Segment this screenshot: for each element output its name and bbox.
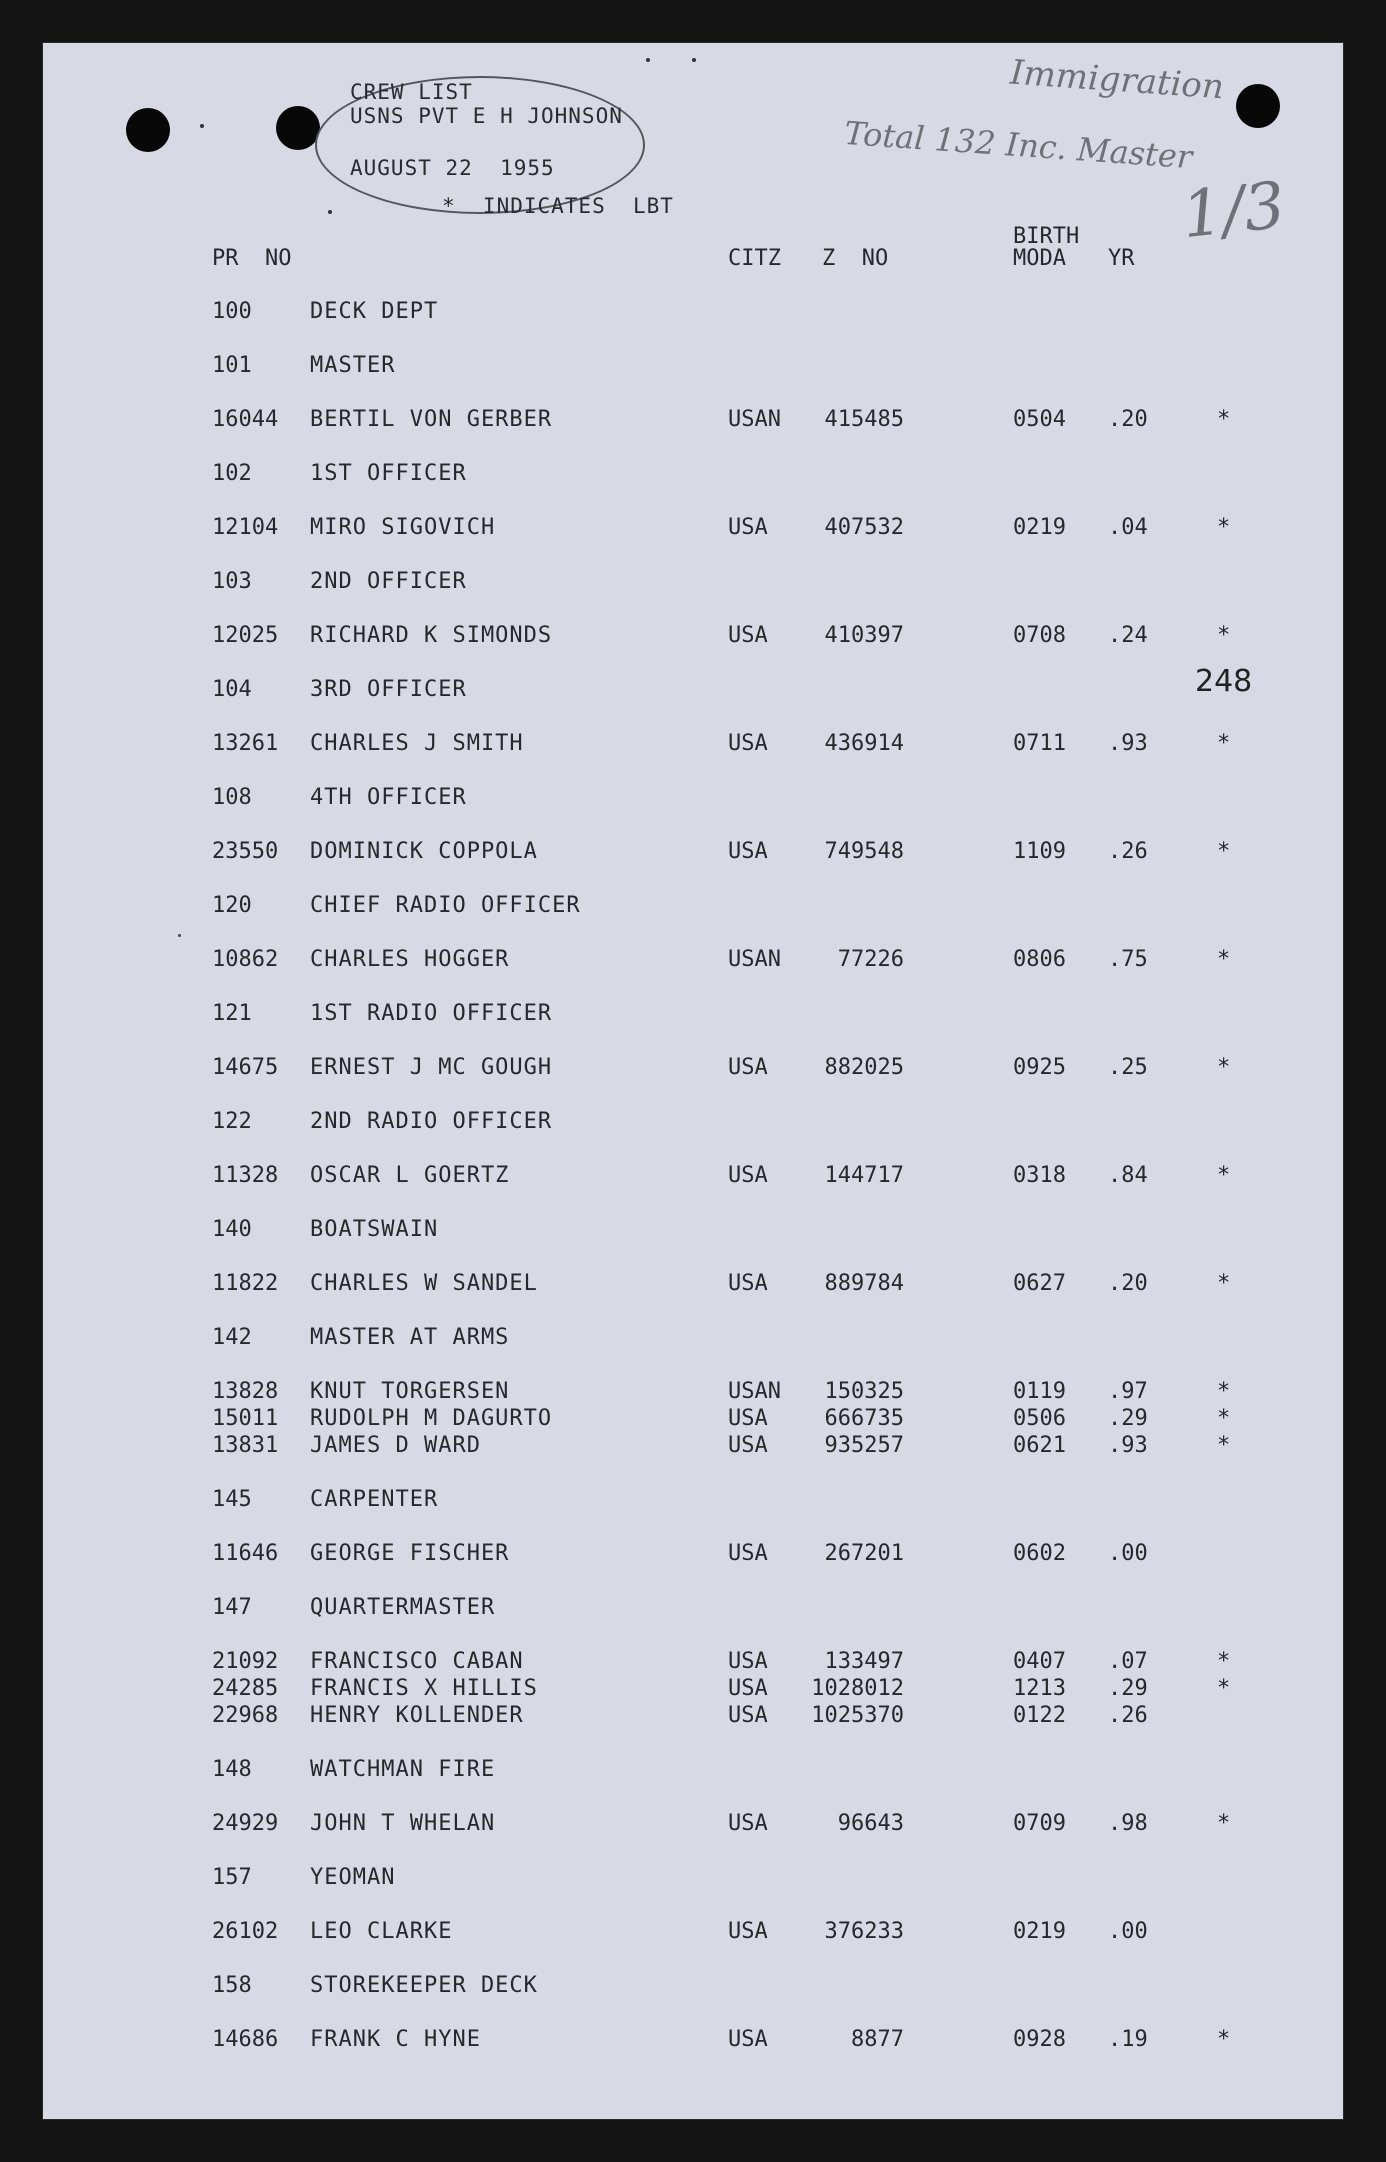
row-citizenship: USAN (728, 1379, 781, 1404)
row-birth-moda: 1109 (1013, 839, 1066, 864)
row-lbt-mark: * (1217, 407, 1231, 432)
row-lbt-mark: * (1217, 1406, 1231, 1431)
row-number: 24285 (212, 1676, 279, 1701)
speck (178, 934, 181, 937)
row-description: GEORGE FISCHER (310, 1541, 510, 1566)
row-z-number: 96643 (837, 1811, 904, 1836)
row-citizenship: USAN (728, 947, 781, 972)
row-z-number: 144717 (824, 1163, 904, 1188)
row-birth-yr: .98 (1108, 1811, 1148, 1836)
row-description: BOATSWAIN (310, 1217, 439, 1242)
row-citizenship: USA (728, 1055, 768, 1080)
row-number: 120 (212, 893, 252, 918)
row-citizenship: USA (728, 1649, 768, 1674)
row-description: 4TH OFFICER (310, 785, 467, 810)
row-birth-moda: 0602 (1013, 1541, 1066, 1566)
row-description: CARPENTER (310, 1487, 439, 1512)
speck (692, 58, 696, 62)
row-description: KNUT TORGERSEN (310, 1379, 510, 1404)
row-birth-moda: 0925 (1013, 1055, 1066, 1080)
row-number: 12025 (212, 623, 279, 648)
header-line2: USNS PVT E H JOHNSON (350, 104, 623, 128)
row-birth-yr: .29 (1108, 1676, 1148, 1701)
row-number: 142 (212, 1325, 252, 1350)
row-lbt-mark: * (1217, 1379, 1231, 1404)
row-citizenship: USA (728, 731, 768, 756)
row-number: 122 (212, 1109, 252, 1134)
row-lbt-mark: * (1217, 1055, 1231, 1080)
row-description: FRANK C HYNE (310, 2027, 481, 2052)
row-birth-yr: .20 (1108, 1271, 1148, 1296)
row-number: 157 (212, 1865, 252, 1890)
row-birth-moda: 0621 (1013, 1433, 1066, 1458)
row-birth-moda: 0928 (1013, 2027, 1066, 2052)
row-citizenship: USA (728, 839, 768, 864)
column-header-z-no: Z NO (822, 246, 889, 271)
row-description: RICHARD K SIMONDS (310, 623, 553, 648)
row-birth-moda: 0219 (1013, 1919, 1066, 1944)
punch-hole (1236, 84, 1280, 128)
row-number: 21092 (212, 1649, 279, 1674)
row-citizenship: USA (728, 1541, 768, 1566)
row-birth-yr: .97 (1108, 1379, 1148, 1404)
row-lbt-mark: * (1217, 1649, 1231, 1674)
speck (646, 58, 650, 62)
row-description: CHARLES W SANDEL (310, 1271, 538, 1296)
row-birth-yr: .75 (1108, 947, 1148, 972)
row-lbt-mark: * (1217, 1271, 1231, 1296)
row-birth-yr: .93 (1108, 731, 1148, 756)
row-birth-yr: .26 (1108, 1703, 1148, 1728)
row-description: BERTIL VON GERBER (310, 407, 553, 432)
row-z-number: 1028012 (811, 1676, 904, 1701)
row-number: 101 (212, 353, 252, 378)
row-description: JOHN T WHELAN (310, 1811, 496, 1836)
row-citizenship: USA (728, 2027, 768, 2052)
row-number: 158 (212, 1973, 252, 1998)
row-lbt-mark: * (1217, 623, 1231, 648)
row-birth-yr: .24 (1108, 623, 1148, 648)
row-birth-yr: .29 (1108, 1406, 1148, 1431)
row-birth-moda: 0806 (1013, 947, 1066, 972)
row-lbt-mark: * (1217, 515, 1231, 540)
row-description: 2ND OFFICER (310, 569, 467, 594)
row-number: 102 (212, 461, 252, 486)
row-number: 14675 (212, 1055, 279, 1080)
row-birth-yr: .00 (1108, 1541, 1148, 1566)
row-z-number: 133497 (824, 1649, 904, 1674)
row-birth-yr: .25 (1108, 1055, 1148, 1080)
row-description: FRANCIS X HILLIS (310, 1676, 538, 1701)
row-z-number: 376233 (824, 1919, 904, 1944)
row-number: 12104 (212, 515, 279, 540)
row-description: OSCAR L GOERTZ (310, 1163, 510, 1188)
column-header-citz: CITZ (728, 246, 781, 271)
row-number: 13828 (212, 1379, 279, 1404)
row-number: 14686 (212, 2027, 279, 2052)
row-birth-moda: 0318 (1013, 1163, 1066, 1188)
row-birth-moda: 0407 (1013, 1649, 1066, 1674)
row-description: STOREKEEPER DECK (310, 1973, 538, 1998)
row-citizenship: USAN (728, 407, 781, 432)
row-description: 3RD OFFICER (310, 677, 467, 702)
row-birth-yr: .19 (1108, 2027, 1148, 2052)
row-description: MASTER AT ARMS (310, 1325, 510, 1350)
row-number: 121 (212, 1001, 252, 1026)
speck (328, 210, 332, 214)
row-description: 2ND RADIO OFFICER (310, 1109, 553, 1134)
row-lbt-mark: * (1217, 839, 1231, 864)
row-number: 22968 (212, 1703, 279, 1728)
row-number: 15011 (212, 1406, 279, 1431)
handwritten-fraction: 1/3 (1178, 168, 1289, 254)
row-lbt-mark: * (1217, 731, 1231, 756)
row-birth-yr: .00 (1108, 1919, 1148, 1944)
row-birth-moda: 0627 (1013, 1271, 1066, 1296)
row-description: QUARTERMASTER (310, 1595, 496, 1620)
row-description: DOMINICK COPPOLA (310, 839, 538, 864)
handwritten-note: Immigration (1008, 52, 1226, 108)
row-citizenship: USA (728, 1271, 768, 1296)
row-lbt-mark: * (1217, 947, 1231, 972)
row-birth-yr: .26 (1108, 839, 1148, 864)
header-date: AUGUST 22 1955 (350, 156, 555, 180)
row-citizenship: USA (728, 1919, 768, 1944)
row-number: 26102 (212, 1919, 279, 1944)
column-header-birth: BIRTH (1013, 224, 1080, 249)
document-page (42, 42, 1344, 2120)
row-birth-moda: 0122 (1013, 1703, 1066, 1728)
row-citizenship: USA (728, 1703, 768, 1728)
row-number: 108 (212, 785, 252, 810)
row-birth-yr: .93 (1108, 1433, 1148, 1458)
row-number: 24929 (212, 1811, 279, 1836)
column-header-moda: MODA (1013, 246, 1066, 271)
row-citizenship: USA (728, 1163, 768, 1188)
row-birth-yr: .07 (1108, 1649, 1148, 1674)
row-description: WATCHMAN FIRE (310, 1757, 496, 1782)
row-description: LEO CLARKE (310, 1919, 453, 1944)
row-number: 13831 (212, 1433, 279, 1458)
row-lbt-mark: * (1217, 1676, 1231, 1701)
punch-hole (276, 106, 320, 150)
row-birth-yr: .20 (1108, 407, 1148, 432)
row-citizenship: USA (728, 1676, 768, 1701)
row-z-number: 749548 (824, 839, 904, 864)
row-z-number: 436914 (824, 731, 904, 756)
row-z-number: 889784 (824, 1271, 904, 1296)
row-lbt-mark: * (1217, 2027, 1231, 2052)
row-description: MASTER (310, 353, 396, 378)
punch-hole (126, 108, 170, 152)
row-z-number: 407532 (824, 515, 904, 540)
row-z-number: 415485 (824, 407, 904, 432)
row-lbt-mark: * (1217, 1163, 1231, 1188)
row-birth-yr: .84 (1108, 1163, 1148, 1188)
row-description: HENRY KOLLENDER (310, 1703, 524, 1728)
row-number: 13261 (212, 731, 279, 756)
row-description: MIRO SIGOVICH (310, 515, 496, 540)
row-citizenship: USA (728, 515, 768, 540)
speck (200, 124, 204, 128)
row-number: 11822 (212, 1271, 279, 1296)
row-description: ERNEST J MC GOUGH (310, 1055, 553, 1080)
row-number: 147 (212, 1595, 252, 1620)
row-birth-yr: .04 (1108, 515, 1148, 540)
header-indicates: * INDICATES LBT (442, 194, 674, 218)
row-birth-moda: 0711 (1013, 731, 1066, 756)
row-description: RUDOLPH M DAGURTO (310, 1406, 553, 1431)
row-number: 148 (212, 1757, 252, 1782)
row-description: CHARLES J SMITH (310, 731, 524, 756)
row-number: 10862 (212, 947, 279, 972)
row-z-number: 410397 (824, 623, 904, 648)
row-description: FRANCISCO CABAN (310, 1649, 524, 1674)
row-z-number: 150325 (824, 1379, 904, 1404)
column-header-yr: YR (1108, 246, 1135, 271)
row-description: YEOMAN (310, 1865, 396, 1890)
row-lbt-mark: * (1217, 1811, 1231, 1836)
handwritten-total: Total 132 Inc. Master (843, 113, 1194, 177)
page-number: 248 (1195, 664, 1253, 699)
row-number: 104 (212, 677, 252, 702)
row-number: 145 (212, 1487, 252, 1512)
row-birth-moda: 1213 (1013, 1676, 1066, 1701)
row-z-number: 882025 (824, 1055, 904, 1080)
row-birth-moda: 0506 (1013, 1406, 1066, 1431)
row-description: JAMES D WARD (310, 1433, 481, 1458)
row-number: 140 (212, 1217, 252, 1242)
row-description: 1ST OFFICER (310, 461, 467, 486)
row-birth-moda: 0709 (1013, 1811, 1066, 1836)
row-description: CHARLES HOGGER (310, 947, 510, 972)
row-z-number: 267201 (824, 1541, 904, 1566)
row-birth-moda: 0708 (1013, 623, 1066, 648)
row-birth-moda: 0119 (1013, 1379, 1066, 1404)
column-header-no: PR NO (212, 246, 292, 271)
row-birth-moda: 0219 (1013, 515, 1066, 540)
row-number: 11328 (212, 1163, 279, 1188)
row-z-number: 666735 (824, 1406, 904, 1431)
row-z-number: 77226 (837, 947, 904, 972)
row-citizenship: USA (728, 623, 768, 648)
row-number: 103 (212, 569, 252, 594)
row-number: 100 (212, 299, 252, 324)
header-line1: CREW LIST (350, 80, 473, 104)
row-number: 23550 (212, 839, 279, 864)
row-number: 11646 (212, 1541, 279, 1566)
row-lbt-mark: * (1217, 1433, 1231, 1458)
row-citizenship: USA (728, 1811, 768, 1836)
row-description: 1ST RADIO OFFICER (310, 1001, 553, 1026)
row-z-number: 1025370 (811, 1703, 904, 1728)
row-z-number: 935257 (824, 1433, 904, 1458)
row-description: CHIEF RADIO OFFICER (310, 893, 581, 918)
row-citizenship: USA (728, 1433, 768, 1458)
row-number: 16044 (212, 407, 279, 432)
row-citizenship: USA (728, 1406, 768, 1431)
row-z-number: 8877 (851, 2027, 904, 2052)
row-birth-moda: 0504 (1013, 407, 1066, 432)
row-description: DECK DEPT (310, 299, 439, 324)
